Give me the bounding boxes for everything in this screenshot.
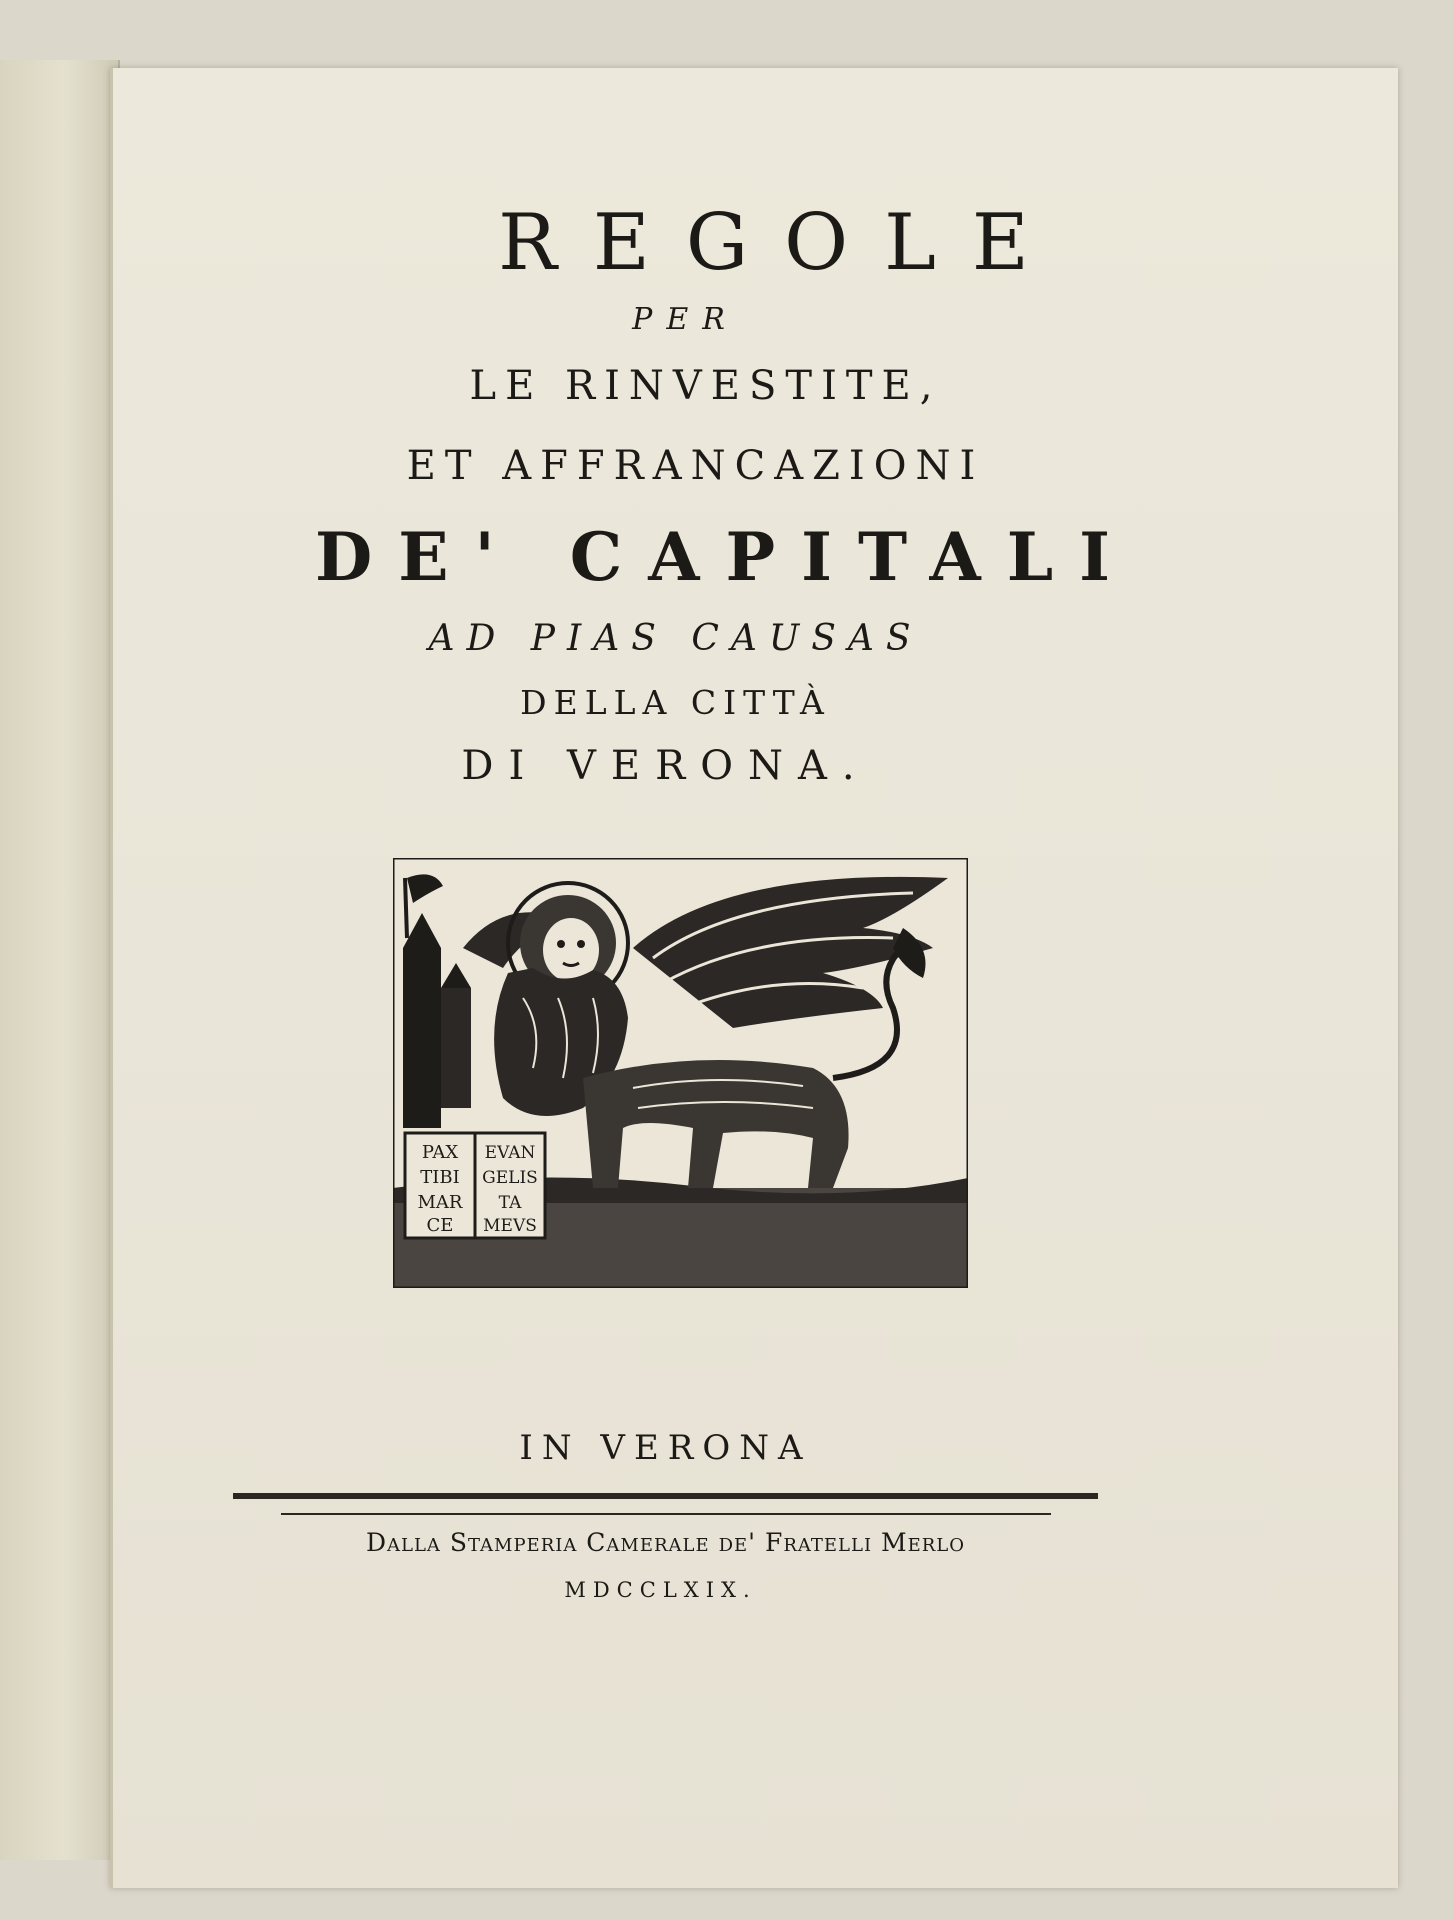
book-text-ta: TA [498,1193,522,1213]
book-text-ce: CE [426,1215,454,1236]
subtitle-line-citta: DELLA CITTÀ [520,683,831,722]
main-title: REGOLE [498,198,1065,288]
imprint-year: MDCCLXIX. [564,1578,757,1602]
book-text-mar: MAR [417,1192,463,1213]
subtitle-line-rinvestite: LE RINVESTITE, [469,363,942,409]
book-text-pax: PAX [421,1142,459,1163]
subtitle-line-verona: DI VERONA. [461,743,870,789]
divider-thin [281,1513,1051,1515]
book-text-mevs: MEVS [483,1216,537,1236]
divider-thick [233,1493,1098,1499]
winged-lion-woodcut [393,858,968,1288]
subtitle-per: PER [632,302,739,337]
imprint-printer: Dalla Stamperia Camerale de' Fratelli Merlo [365,1528,966,1557]
subtitle-line-affrancazioni: ET AFFRANCAZIONI [406,443,985,489]
subtitle-line-capitali: DE' CAPITALI [315,518,1136,596]
book-text-tibi: TIBI [420,1167,460,1188]
subtitle-line-pias-causas: AD PIAS CAUSAS [428,618,923,659]
book-text-gelis: GELIS [482,1168,538,1188]
title-page [110,68,1398,1888]
imprint-place: IN VERONA [519,1428,812,1468]
book-text-evan: EVAN [484,1143,536,1163]
